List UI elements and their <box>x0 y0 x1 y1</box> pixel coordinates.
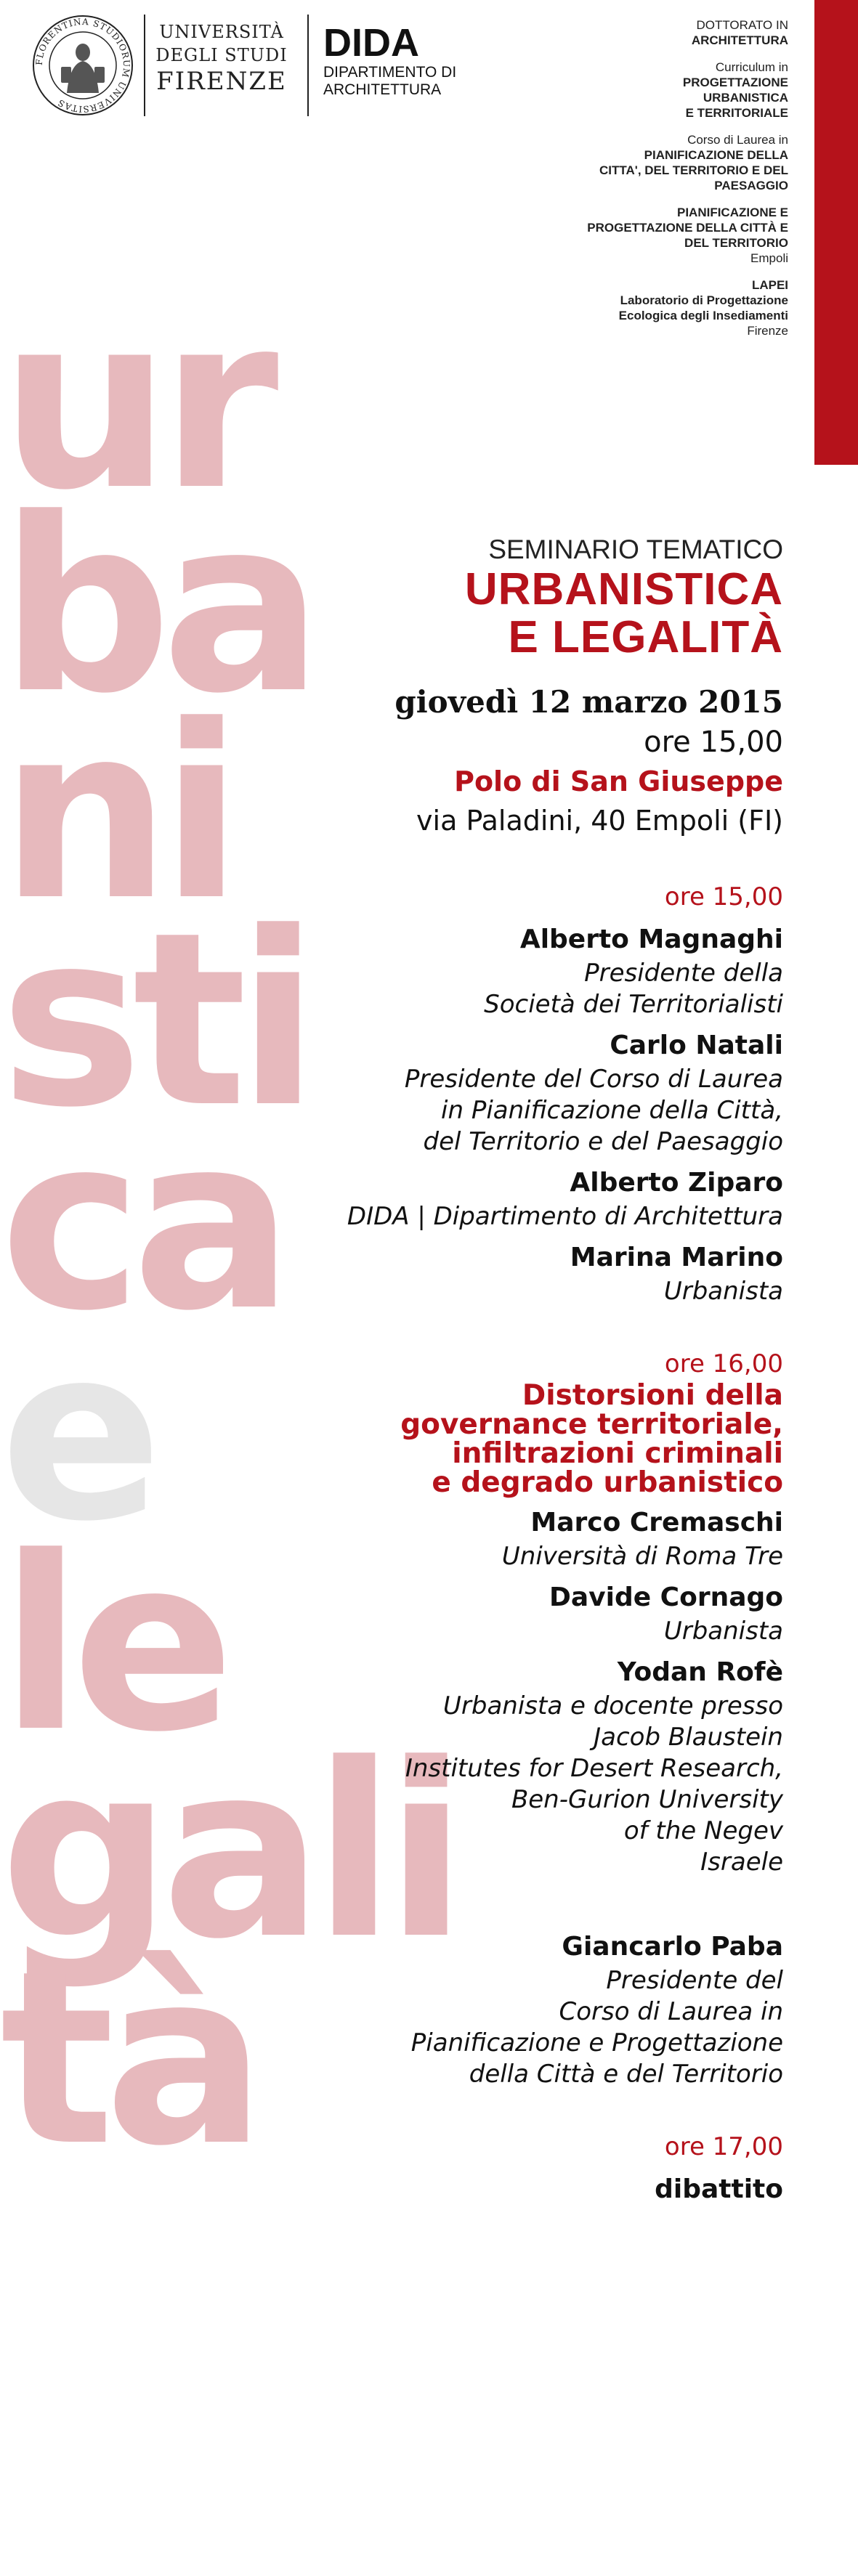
big-letters-8: gali <box>0 1712 458 1991</box>
affiliation-line: PIANIFICAZIONE E <box>676 206 788 219</box>
speaker-role-line: Institutes for Desert Research, <box>405 1754 783 1783</box>
department-acronym: DIDA <box>323 21 419 65</box>
affiliation-line: PAESAGGIO <box>714 179 788 192</box>
affiliation-1 <box>587 17 788 48</box>
department-logo <box>323 22 456 99</box>
affiliation-line: E TERRITORIALE <box>685 106 788 120</box>
affiliation-2 <box>587 60 788 121</box>
speaker-role-line: Presidente del <box>606 1966 783 1995</box>
big-letters-7: le <box>0 1506 224 1784</box>
speaker-role-line: Presidente del Corso di Laurea <box>404 1065 783 1094</box>
affiliation-line: Firenze <box>747 324 788 338</box>
speaker-role-line: Urbanista e docente presso <box>443 1691 783 1720</box>
speaker-role-line: Presidente della <box>584 959 783 988</box>
header-divider <box>144 15 145 116</box>
speaker-role-line: in Pianificazione della Città, <box>441 1096 783 1125</box>
session-time: ore 15,00 <box>664 882 783 911</box>
speaker-name: Alberto Ziparo <box>570 1168 783 1198</box>
affiliation-line: PROGETTAZIONE <box>682 76 788 89</box>
big-letters-9: tà <box>0 1919 256 2198</box>
university-name <box>153 20 291 96</box>
big-letters-6: e <box>0 1295 153 1574</box>
affiliation-line: Empoli <box>750 251 788 265</box>
big-letters-4: sti <box>0 881 309 1160</box>
speaker-role-line: Jacob Blaustein <box>594 1723 783 1752</box>
university-line-1: UNIVERSITÀ <box>159 22 284 42</box>
event-kind: SEMINARIO TEMATICO <box>488 535 783 564</box>
speaker-role-line: Israele <box>700 1848 783 1877</box>
program <box>333 879 783 2208</box>
speaker-role-line: della Città e del Territorio <box>469 2060 783 2089</box>
spacer <box>333 1878 783 1922</box>
speaker-name: Carlo Natali <box>610 1031 783 1060</box>
affiliation-line: URBANISTICA <box>703 91 788 105</box>
speaker-role-line: Urbanista <box>663 1617 783 1646</box>
talk-title-line: Distorsioni della <box>522 1379 783 1412</box>
speaker-name: Davide Cornago <box>549 1582 783 1612</box>
university-seal-icon <box>32 15 134 116</box>
speaker-name: Marco Cremaschi <box>530 1508 783 1537</box>
speaker-name: Alberto Magnaghi <box>519 925 783 954</box>
department-line-1: DIPARTIMENTO DI <box>323 64 457 81</box>
event-date: giovedì 12 marzo 2015 <box>394 684 783 720</box>
speaker-name: Marina Marino <box>570 1243 783 1272</box>
event-title-line-2: E LEGALITÀ <box>508 612 783 662</box>
speaker-name: Yodan Rofè <box>617 1657 783 1687</box>
affiliation-4 <box>587 205 788 266</box>
affiliation-line: CITTA', DEL TERRITORIO E DEL <box>599 163 788 177</box>
event-content <box>333 534 783 2208</box>
speaker-role-line: Pianificazione e Progettazione <box>410 2028 783 2057</box>
big-letters-3: ni <box>0 674 233 953</box>
big-letters-5: ca <box>0 1084 284 1363</box>
speaker-role-line: Urbanista <box>663 1277 783 1306</box>
affiliations-block <box>587 17 788 350</box>
affiliation-line: PROGETTAZIONE DELLA CITTÀ E <box>587 221 788 235</box>
talk-title-line: e degrado urbanistico <box>432 1466 783 1499</box>
affiliation-line: ARCHITETTURA <box>691 33 788 47</box>
big-letters-1: ur <box>0 264 269 543</box>
affiliation-line: Curriculum in <box>715 60 788 74</box>
department-line-2: ARCHITETTURA <box>323 81 442 98</box>
speaker-role-line: del Territorio e del Paesaggio <box>423 1127 783 1156</box>
affiliation-line: LAPEI <box>751 278 788 292</box>
header-divider <box>307 15 309 116</box>
session-time: ore 17,00 <box>664 2132 783 2161</box>
speaker-name: dibattito <box>655 2174 783 2204</box>
big-letters-2: ba <box>0 467 313 746</box>
event-venue: Polo di San Giuseppe <box>454 765 783 797</box>
university-line-2: DEGLI STUDI <box>155 45 288 65</box>
seal-text: FLORENTINA STUDIORUM UNIVERSITAS <box>33 16 132 115</box>
affiliation-line: Corso di Laurea in <box>687 133 788 147</box>
speaker-role-line: of the Negev <box>623 1816 783 1845</box>
red-accent-bar <box>814 0 858 465</box>
speaker-name: Giancarlo Paba <box>562 1932 783 1962</box>
affiliation-line: PIANIFICAZIONE DELLA <box>644 148 788 162</box>
session-time: ore 16,00 <box>664 1349 783 1378</box>
speaker-role-line: Università di Roma Tre <box>501 1542 783 1571</box>
speaker-role-line: Ben-Gurion University <box>511 1785 783 1814</box>
event-title-line-1: URBANISTICA <box>464 564 783 614</box>
event-address: via Paladini, 40 Empoli (FI) <box>416 805 783 837</box>
speaker-role-line: Corso di Laurea in <box>559 1997 783 2026</box>
speaker-role-line: DIDA | Dipartimento di Architettura <box>347 1202 783 1231</box>
affiliation-line: DEL TERRITORIO <box>684 236 788 250</box>
talk-title-line: infiltrazioni criminali <box>452 1437 783 1470</box>
affiliation-3 <box>587 132 788 193</box>
university-line-3: FIRENZE <box>156 67 287 96</box>
affiliation-line: Laboratorio di Progettazione <box>620 293 788 307</box>
affiliation-line: Ecologica degli Insediamenti <box>618 309 788 322</box>
event-time: ore 15,00 <box>644 726 783 759</box>
affiliation-line: DOTTORATO IN <box>696 18 788 32</box>
speaker-role-line: Società dei Territorialisti <box>484 990 783 1019</box>
affiliation-5 <box>587 277 788 338</box>
talk-title-line: governance territoriale, <box>400 1408 783 1441</box>
